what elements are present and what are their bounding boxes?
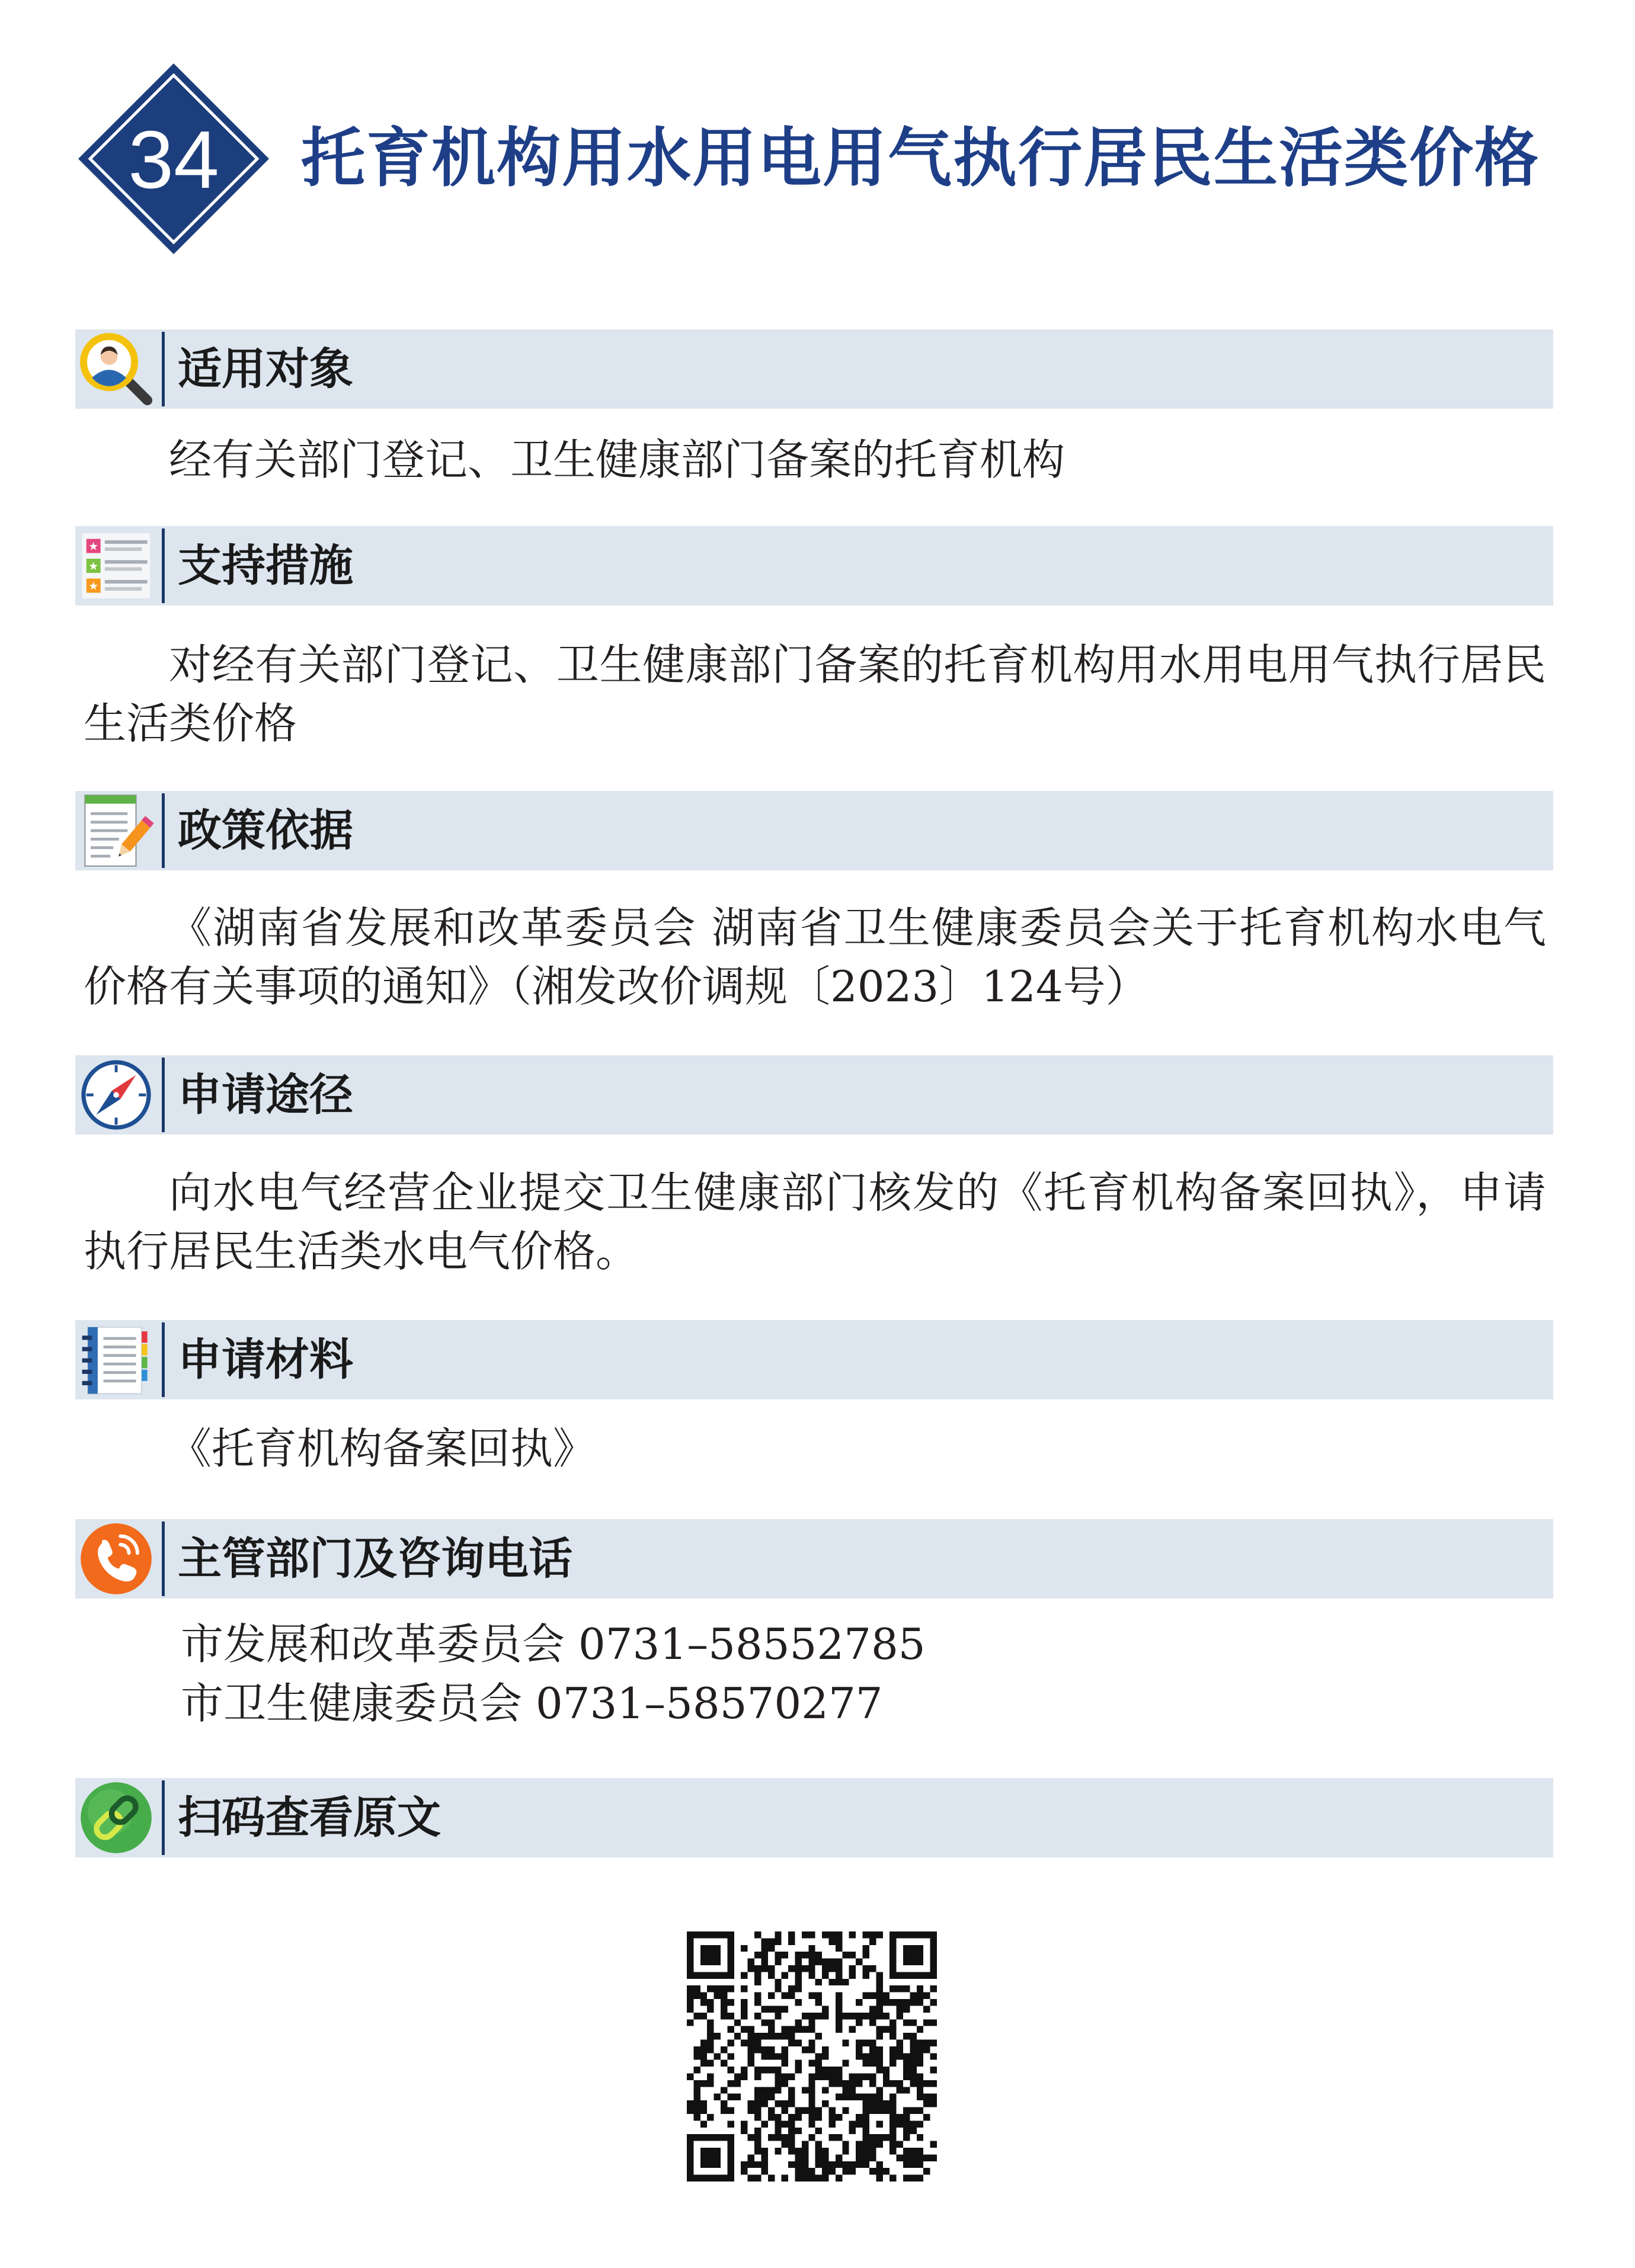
section-body: 经有关部门登记、卫生健康部门备案的托育机构 [169, 435, 1066, 485]
section-body: 《湖南省发展和改革委员会 湖南省卫生健康委员会关于托育机构水电气价格有关事项的通知》（湘发改价调规〔2023〕124号） [84, 903, 1546, 1011]
section-body: 向水电气经营企业提交卫生健康部门核发的《托育机构备案回执》，申请执行居民生活类水电气价格。 [84, 1168, 1546, 1276]
section-body: 《托育机构备案回执》 [169, 1424, 596, 1473]
section-heading: 申请材料 [178, 1334, 353, 1385]
badge-number: 34 [128, 114, 219, 206]
magnifier-person-icon [75, 329, 157, 409]
header-divider [162, 332, 165, 406]
section-heading: 主管部门及咨询电话 [178, 1533, 572, 1584]
contact-list [181, 1614, 1544, 1733]
header-divider [162, 1322, 165, 1397]
checklist-icon [75, 526, 157, 606]
section-heading: 政策依据 [178, 805, 353, 856]
section-header [75, 791, 1553, 870]
header-divider [162, 1780, 165, 1855]
svg-text:★: ★ [88, 539, 99, 553]
notebook-icon [75, 1320, 157, 1399]
header-divider [162, 793, 165, 868]
section-heading: 支持措施 [178, 540, 353, 591]
header-divider [162, 1521, 165, 1596]
section-header [75, 1055, 1553, 1135]
phone-icon [75, 1519, 157, 1599]
page-title: 托育机构用水用电用气执行居民生活类价格 [301, 121, 1540, 196]
svg-text:★: ★ [88, 559, 99, 574]
qr-code-pattern [687, 1931, 937, 2181]
qr-code-icon [687, 1931, 937, 2181]
section-header [75, 1320, 1553, 1399]
section-header [75, 1519, 1553, 1599]
section-header [75, 329, 1553, 409]
section-heading: 扫码查看原文 [178, 1792, 441, 1843]
header-divider [162, 1058, 165, 1132]
section-heading: 申请途径 [178, 1069, 353, 1120]
section-body: 对经有关部门登记、卫生健康部门备案的托育机构用水用电用气执行居民生活类价格 [84, 640, 1546, 748]
number-badge [76, 61, 271, 257]
section-header [75, 526, 1553, 606]
section-header [75, 1778, 1553, 1857]
contact-line-development-reform: 市发展和改革委员会 0731–58552785 [181, 1619, 926, 1669]
contact-line-health: 市卫生健康委员会 0731–58570277 [181, 1678, 883, 1728]
document-pencil-icon [75, 791, 157, 870]
svg-text:★: ★ [88, 579, 99, 593]
compass-icon [75, 1055, 157, 1135]
section-heading: 适用对象 [178, 344, 353, 395]
header-divider [162, 528, 165, 603]
link-icon [75, 1778, 157, 1857]
